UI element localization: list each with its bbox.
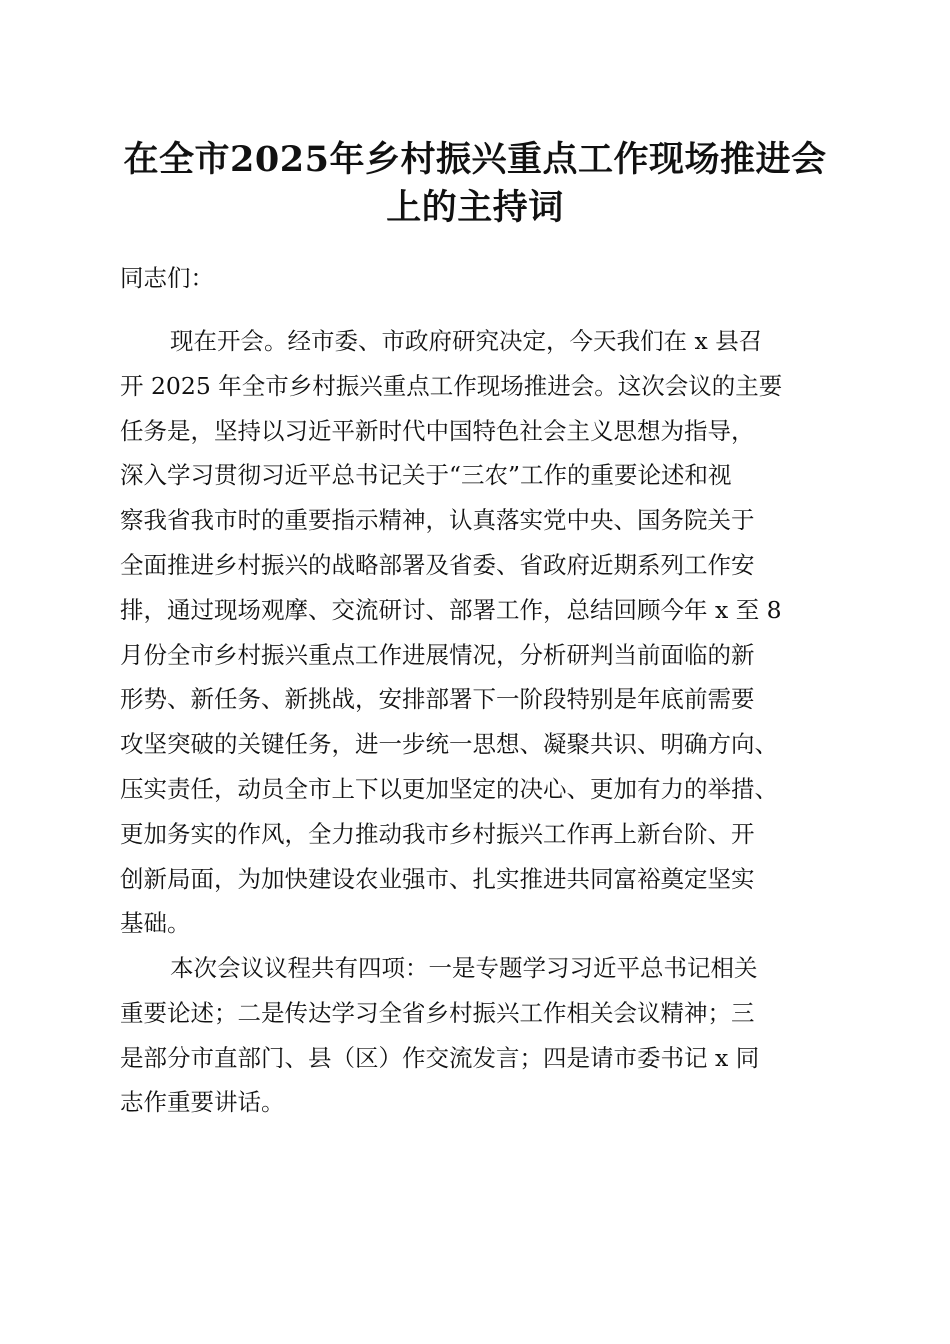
document-title: [110, 136, 840, 232]
text-line: 排，通过现场观摩、交流研讨、部署工作，总结回顾今年 x 至 8: [120, 595, 782, 624]
text-line: 创新局面，为加快建设农业强市、扎实推进共同富裕奠定坚实: [120, 864, 755, 893]
text-line: 重要论述；二是传达学习全省乡村振兴工作相关会议精神；三: [120, 998, 755, 1027]
text-line: 月份全市乡村振兴重点工作进展情况，分析研判当前面临的新: [120, 640, 755, 669]
paragraph-agenda: [120, 946, 840, 1125]
text-line: 更加务实的作风，全力推动我市乡村振兴工作再上新台阶、开: [120, 819, 755, 848]
text-line: 攻坚突破的关键任务，进一步统一思想、凝聚共识、明确方向、: [120, 730, 778, 759]
text-line: 志作重要讲话。: [120, 1088, 285, 1117]
text-line: 现在开会。经市委、市政府研究决定，今天我们在 x 县召: [170, 327, 763, 355]
text-line: 形势、新任务、新挑战，安排部署下一阶段特别是年底前需要: [120, 685, 755, 714]
title-line-2: 上的主持词: [386, 187, 564, 228]
text-line: 是部分市直部门、县（区）作交流发言；四是请市委书记 x 同: [120, 1043, 760, 1072]
greeting: 同志们：: [120, 264, 214, 292]
text-line: 压实责任，动员全市上下以更加坚定的决心、更加有力的举措、: [120, 774, 778, 803]
title-line-1: 在全市2025年乡村振兴重点工作现场推进会: [123, 139, 827, 180]
text-line: 开 2025 年全市乡村振兴重点工作现场推进会。这次会议的主要: [120, 371, 783, 400]
text-line: 深入学习贯彻习近平总书记关于“三农”工作的重要论述和视: [120, 461, 732, 490]
paragraph-opening: [120, 319, 840, 946]
text-line: 本次会议议程共有四项：一是专题学习习近平总书记相关: [170, 954, 758, 982]
text-line: 察我省我市时的重要指示精神，认真落实党中央、国务院关于: [120, 506, 755, 535]
text-line: 全面推进乡村振兴的战略部署及省委、省政府近期系列工作安: [120, 550, 755, 579]
text-line: 基础。: [120, 909, 191, 938]
text-line: 任务是，坚持以习近平新时代中国特色社会主义思想为指导，: [120, 416, 755, 445]
